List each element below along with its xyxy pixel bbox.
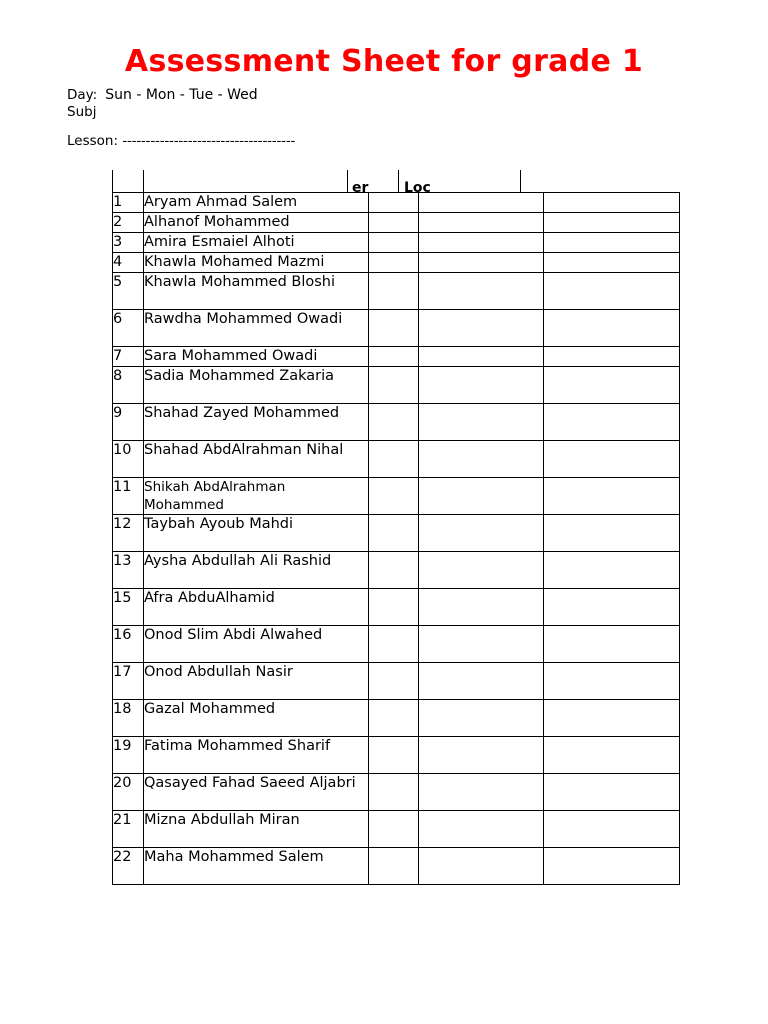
student-name: Qasayed Fahad Saeed Aljabri <box>144 774 369 811</box>
table-row <box>113 273 680 310</box>
score-cell[interactable] <box>369 404 419 441</box>
student-number: 15 <box>113 589 144 626</box>
table-row <box>113 848 680 885</box>
table-row <box>113 253 680 273</box>
table-row <box>113 700 680 737</box>
student-name: Fatima Mohammed Sharif <box>144 737 369 774</box>
score-cell[interactable] <box>419 310 544 347</box>
score-cell[interactable] <box>369 811 419 848</box>
student-number: 19 <box>113 737 144 774</box>
student-number: 2 <box>113 213 144 233</box>
day-options: Sun - Mon - Tue - Wed <box>105 87 258 103</box>
score-cell[interactable] <box>369 233 419 253</box>
student-number: 12 <box>113 515 144 552</box>
student-name: Khawla Mohamed Mazmi <box>144 253 369 273</box>
score-cell[interactable] <box>419 347 544 367</box>
student-number: 11 <box>113 478 144 515</box>
student-name: Onod Slim Abdi Alwahed <box>144 626 369 663</box>
score-cell[interactable] <box>419 404 544 441</box>
score-cell[interactable] <box>419 848 544 885</box>
student-name: Sara Mohammed Owadi <box>144 347 369 367</box>
score-cell[interactable] <box>419 441 544 478</box>
student-name: Amira Esmaiel Alhoti <box>144 233 369 253</box>
score-cell[interactable] <box>369 478 419 515</box>
header-fragment: Loc <box>404 180 431 192</box>
notes-cell[interactable] <box>544 367 680 404</box>
header-fragment: er <box>352 180 369 192</box>
notes-cell[interactable] <box>544 774 680 811</box>
student-name: Aysha Abdullah Ali Rashid <box>144 552 369 589</box>
table-row <box>113 347 680 367</box>
lesson-blank: ------------------------------------- <box>122 133 296 149</box>
notes-cell[interactable] <box>544 193 680 213</box>
student-name: Khawla Mohammed Bloshi <box>144 273 369 310</box>
student-name: Gazal Mohammed <box>144 700 369 737</box>
lesson-label: Lesson: <box>67 133 119 149</box>
table-row <box>113 737 680 774</box>
lesson-line <box>67 133 295 149</box>
score-cell[interactable] <box>369 589 419 626</box>
assessment-rows <box>113 193 680 885</box>
student-name: Rawdha Mohammed Owadi <box>144 310 369 347</box>
score-cell[interactable] <box>369 193 419 213</box>
score-cell[interactable] <box>369 441 419 478</box>
table-row <box>113 552 680 589</box>
score-cell[interactable] <box>369 663 419 700</box>
table-row <box>113 626 680 663</box>
notes-cell[interactable] <box>544 273 680 310</box>
table-row <box>113 310 680 347</box>
notes-cell[interactable] <box>544 700 680 737</box>
score-cell[interactable] <box>369 515 419 552</box>
score-cell[interactable] <box>419 663 544 700</box>
student-name: Aryam Ahmad Salem <box>144 193 369 213</box>
score-cell[interactable] <box>419 589 544 626</box>
notes-cell[interactable] <box>544 233 680 253</box>
notes-cell[interactable] <box>544 253 680 273</box>
student-number: 8 <box>113 367 144 404</box>
subject-label: Subj <box>67 104 97 120</box>
score-cell[interactable] <box>419 273 544 310</box>
student-number: 6 <box>113 310 144 347</box>
score-cell[interactable] <box>419 515 544 552</box>
notes-cell[interactable] <box>544 737 680 774</box>
cropped-table-header <box>112 170 678 192</box>
student-number: 3 <box>113 233 144 253</box>
student-number: 4 <box>113 253 144 273</box>
student-number: 17 <box>113 663 144 700</box>
score-cell[interactable] <box>419 367 544 404</box>
notes-cell[interactable] <box>544 811 680 848</box>
student-number: 5 <box>113 273 144 310</box>
student-number: 10 <box>113 441 144 478</box>
score-cell[interactable] <box>369 774 419 811</box>
score-cell[interactable] <box>419 253 544 273</box>
score-cell[interactable] <box>419 478 544 515</box>
score-cell[interactable] <box>419 774 544 811</box>
student-name: Mizna Abdullah Miran <box>144 811 369 848</box>
table-row <box>113 441 680 478</box>
student-name: Shahad Zayed Mohammed <box>144 404 369 441</box>
score-cell[interactable] <box>369 737 419 774</box>
notes-cell[interactable] <box>544 310 680 347</box>
table-row <box>113 213 680 233</box>
score-cell[interactable] <box>419 193 544 213</box>
score-cell[interactable] <box>369 213 419 233</box>
score-cell[interactable] <box>369 626 419 663</box>
score-cell[interactable] <box>369 700 419 737</box>
score-cell[interactable] <box>369 552 419 589</box>
student-number: 9 <box>113 404 144 441</box>
score-cell[interactable] <box>369 367 419 404</box>
table-row <box>113 589 680 626</box>
student-name: Maha Mohammed Salem <box>144 848 369 885</box>
notes-cell[interactable] <box>544 478 680 515</box>
student-number: 13 <box>113 552 144 589</box>
table-row <box>113 515 680 552</box>
table-row <box>113 478 680 515</box>
notes-cell[interactable] <box>544 404 680 441</box>
score-cell[interactable] <box>369 273 419 310</box>
student-name: Taybah Ayoub Mahdi <box>144 515 369 552</box>
score-cell[interactable] <box>419 213 544 233</box>
score-cell[interactable] <box>369 253 419 273</box>
notes-cell[interactable] <box>544 552 680 589</box>
score-cell[interactable] <box>419 626 544 663</box>
notes-cell[interactable] <box>544 441 680 478</box>
student-name: Sadia Mohammed Zakaria <box>144 367 369 404</box>
assessment-table <box>112 192 680 885</box>
table-row <box>113 811 680 848</box>
table-row <box>113 774 680 811</box>
notes-cell[interactable] <box>544 848 680 885</box>
table-row <box>113 663 680 700</box>
table-row <box>113 367 680 404</box>
day-label: Day: <box>67 87 98 103</box>
notes-cell[interactable] <box>544 589 680 626</box>
student-number: 18 <box>113 700 144 737</box>
score-cell[interactable] <box>369 310 419 347</box>
score-cell[interactable] <box>419 737 544 774</box>
score-cell[interactable] <box>419 233 544 253</box>
notes-cell[interactable] <box>544 626 680 663</box>
notes-cell[interactable] <box>544 663 680 700</box>
student-number: 21 <box>113 811 144 848</box>
student-number: 20 <box>113 774 144 811</box>
score-cell[interactable] <box>419 700 544 737</box>
score-cell[interactable] <box>419 552 544 589</box>
student-name: Afra AbduAlhamid <box>144 589 369 626</box>
student-name: Shikah AbdAlrahman Mohammed <box>144 478 369 515</box>
score-cell[interactable] <box>369 347 419 367</box>
table-row <box>113 193 680 213</box>
table-row <box>113 404 680 441</box>
score-cell[interactable] <box>419 811 544 848</box>
student-number: 7 <box>113 347 144 367</box>
score-cell[interactable] <box>369 848 419 885</box>
student-number: 1 <box>113 193 144 213</box>
student-number: 22 <box>113 848 144 885</box>
student-name: Onod Abdullah Nasir <box>144 663 369 700</box>
student-name: Alhanof Mohammed <box>144 213 369 233</box>
notes-cell[interactable] <box>544 515 680 552</box>
notes-cell[interactable] <box>544 347 680 367</box>
notes-cell[interactable] <box>544 213 680 233</box>
student-number: 16 <box>113 626 144 663</box>
table-row <box>113 233 680 253</box>
day-line <box>67 87 258 103</box>
sheet-title: Assessment Sheet for grade 1 <box>124 44 644 79</box>
student-name: Shahad AbdAlrahman Nihal <box>144 441 369 478</box>
